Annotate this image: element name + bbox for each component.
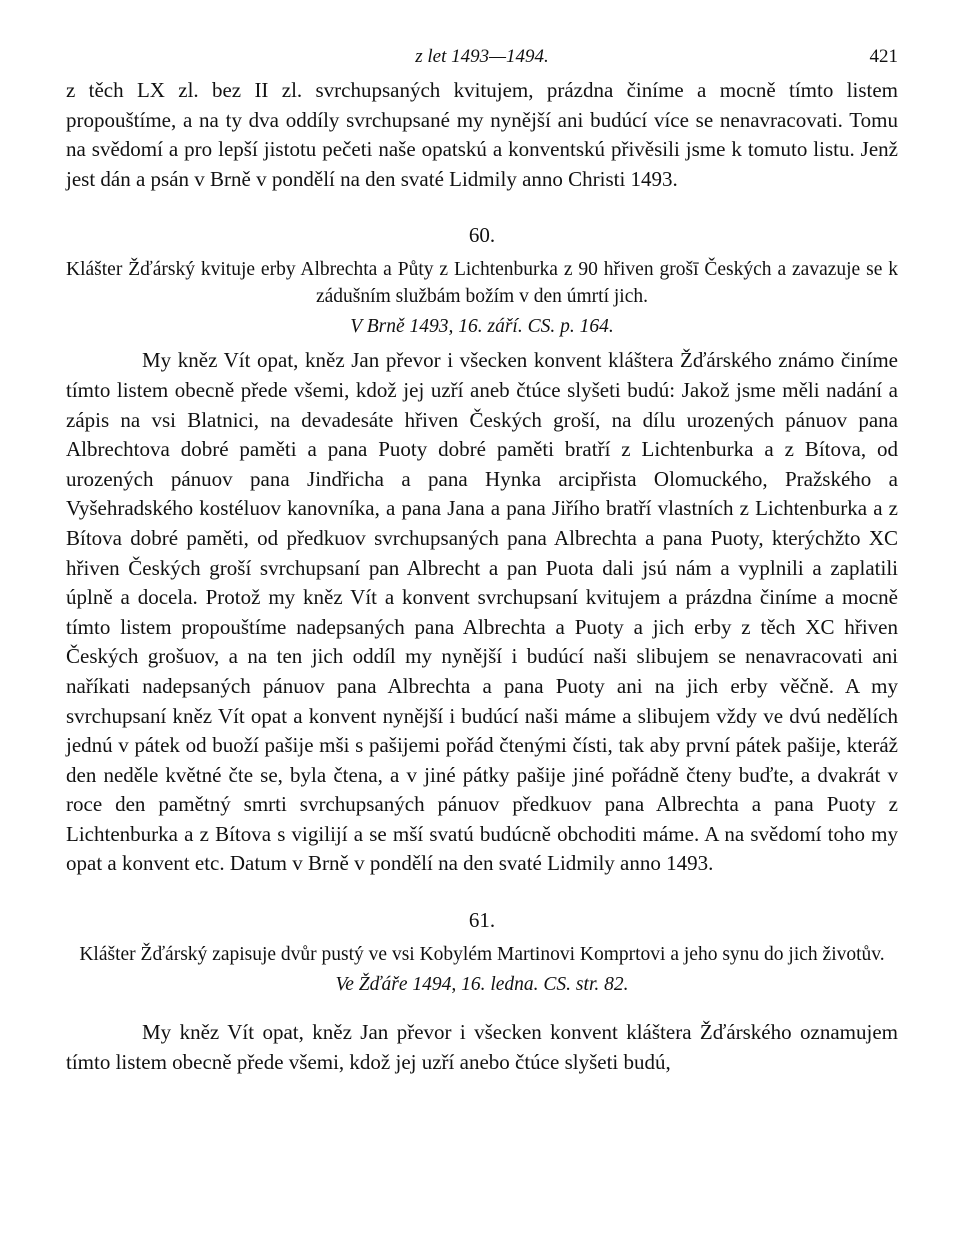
document-text: My kněz Vít opat, kněz Jan převor i všecken konvent kláštera Žďárského oznamujem tímto listem obecně přede všemi, kdož jej uzří anebo čtúce slyšeti budú, — [66, 1020, 898, 1074]
running-title: z let 1493—1494. — [415, 46, 549, 67]
document-dating: Ve Žďáře 1494, 16. ledna. CS. str. 82. — [335, 974, 629, 996]
page-number: 421 — [869, 46, 898, 67]
document-number: 60. — [468, 223, 496, 248]
document-dating: V Brně 1493, 16. září. CS. p. 164. — [350, 316, 614, 338]
document-text: My kněz Vít opat, kněz Jan převor i všecken konvent kláštera Žďárského známo činíme tímto listem obecně přede všemi, kdož jej uzří aneb čtúce slyšeti budú: Jakož jsme měli nadání a zápis na vsi Blatnici, na devadesáte hřiven Českých groší, na dílu urozených pánuov pana Albrechtova dobré paměti a pana Puoty dobré paměti bratří z Lichtenburka a z Bítova, od urozených pánuov pana Jindřicha a pana Hynka arcipřista Olomuckého, Pražského a Vyšehradského kostéluov kanovníka, a pana Jana a pana Jiřího bratří vlastních z Lichtenburka a z Bítova dobré paměti, od předkuov svrchupsaných pana Albrechta a pana Puoty, kterýchžto XC hřiven Českých groší svrchupsaní pan Albrecht a pan Puota dali jsú nám a vyplnili a zaplatili úplně a docela. Protož my kněz Vít a konvent svrchupsaní kvitujem a prázdna činíme a mocně tímto listem propouštíme nadepsaných pana Albrechta a Puoty a jich erby z těch XC hřiven Českých grošuov, a na ten jich oddíl my nynější i budúcí naši slibujem se nenavracovati ani naříkati nadepsaných pánuov pana Albrechta a pana Puoty ani na jich erby věčně. A my svrchupsaní kněz Vít opat a konvent nynější i budúcí naši máme a slibujem vždy ve dvú nedělích jednú v pátek od buoží pašije mši s pašijemi pořád čtenými čísti, tak aby první pátek pašije, kteráž den neděle květné čte se, byla čtena, a v jiné pátky pašije jiné pořádně čteny buďte, a dvakrát v roce den pamětný smrti svrchupsaných pánuov předkuov pana Albrechta a pana Puoty z Lichtenburka a z Bítova s vigilijí a se mší svatú budúcně obchoditi máme. A na svědomí toho my opat a konvent etc. Datum v Brně v pondělí na den svaté Lidmily anno 1493. — [66, 348, 898, 876]
document-61 — [66, 905, 898, 1077]
document-page — [66, 40, 898, 1077]
document-60 — [66, 220, 898, 879]
document-regest: Klášter Žďárský kvituje erby Albrechta a Půty z Lichtenburka z 90 hřiven grošī Českých a zavazuje se k zádušním službám božím v den úmrtí jich. — [66, 259, 898, 308]
document-number: 61. — [468, 908, 496, 933]
document-regest: Klášter Žďárský zapisuje dvůr pustý ve vsi Kobylém Martinovi Komprtovi a jeho synu do jich životův. — [79, 944, 885, 966]
continuation-paragraph: z těch LX zl. bez II zl. svrchupsaných kvitujem, prázdna činíme a mocně tímto listem propouštíme, a na ty dva oddíly svrchupsané my nynější ani budúcí více se nenavracovati. Tomu na svědomí a pro lepší jistotu pečeti naše opatskú a konventskú přivěsili jsme k tomuto listu. Jenž jest dán a psán v Brně v pondělí na den svaté Lidmily anno Christi 1493. — [66, 78, 898, 191]
running-head — [66, 40, 898, 76]
